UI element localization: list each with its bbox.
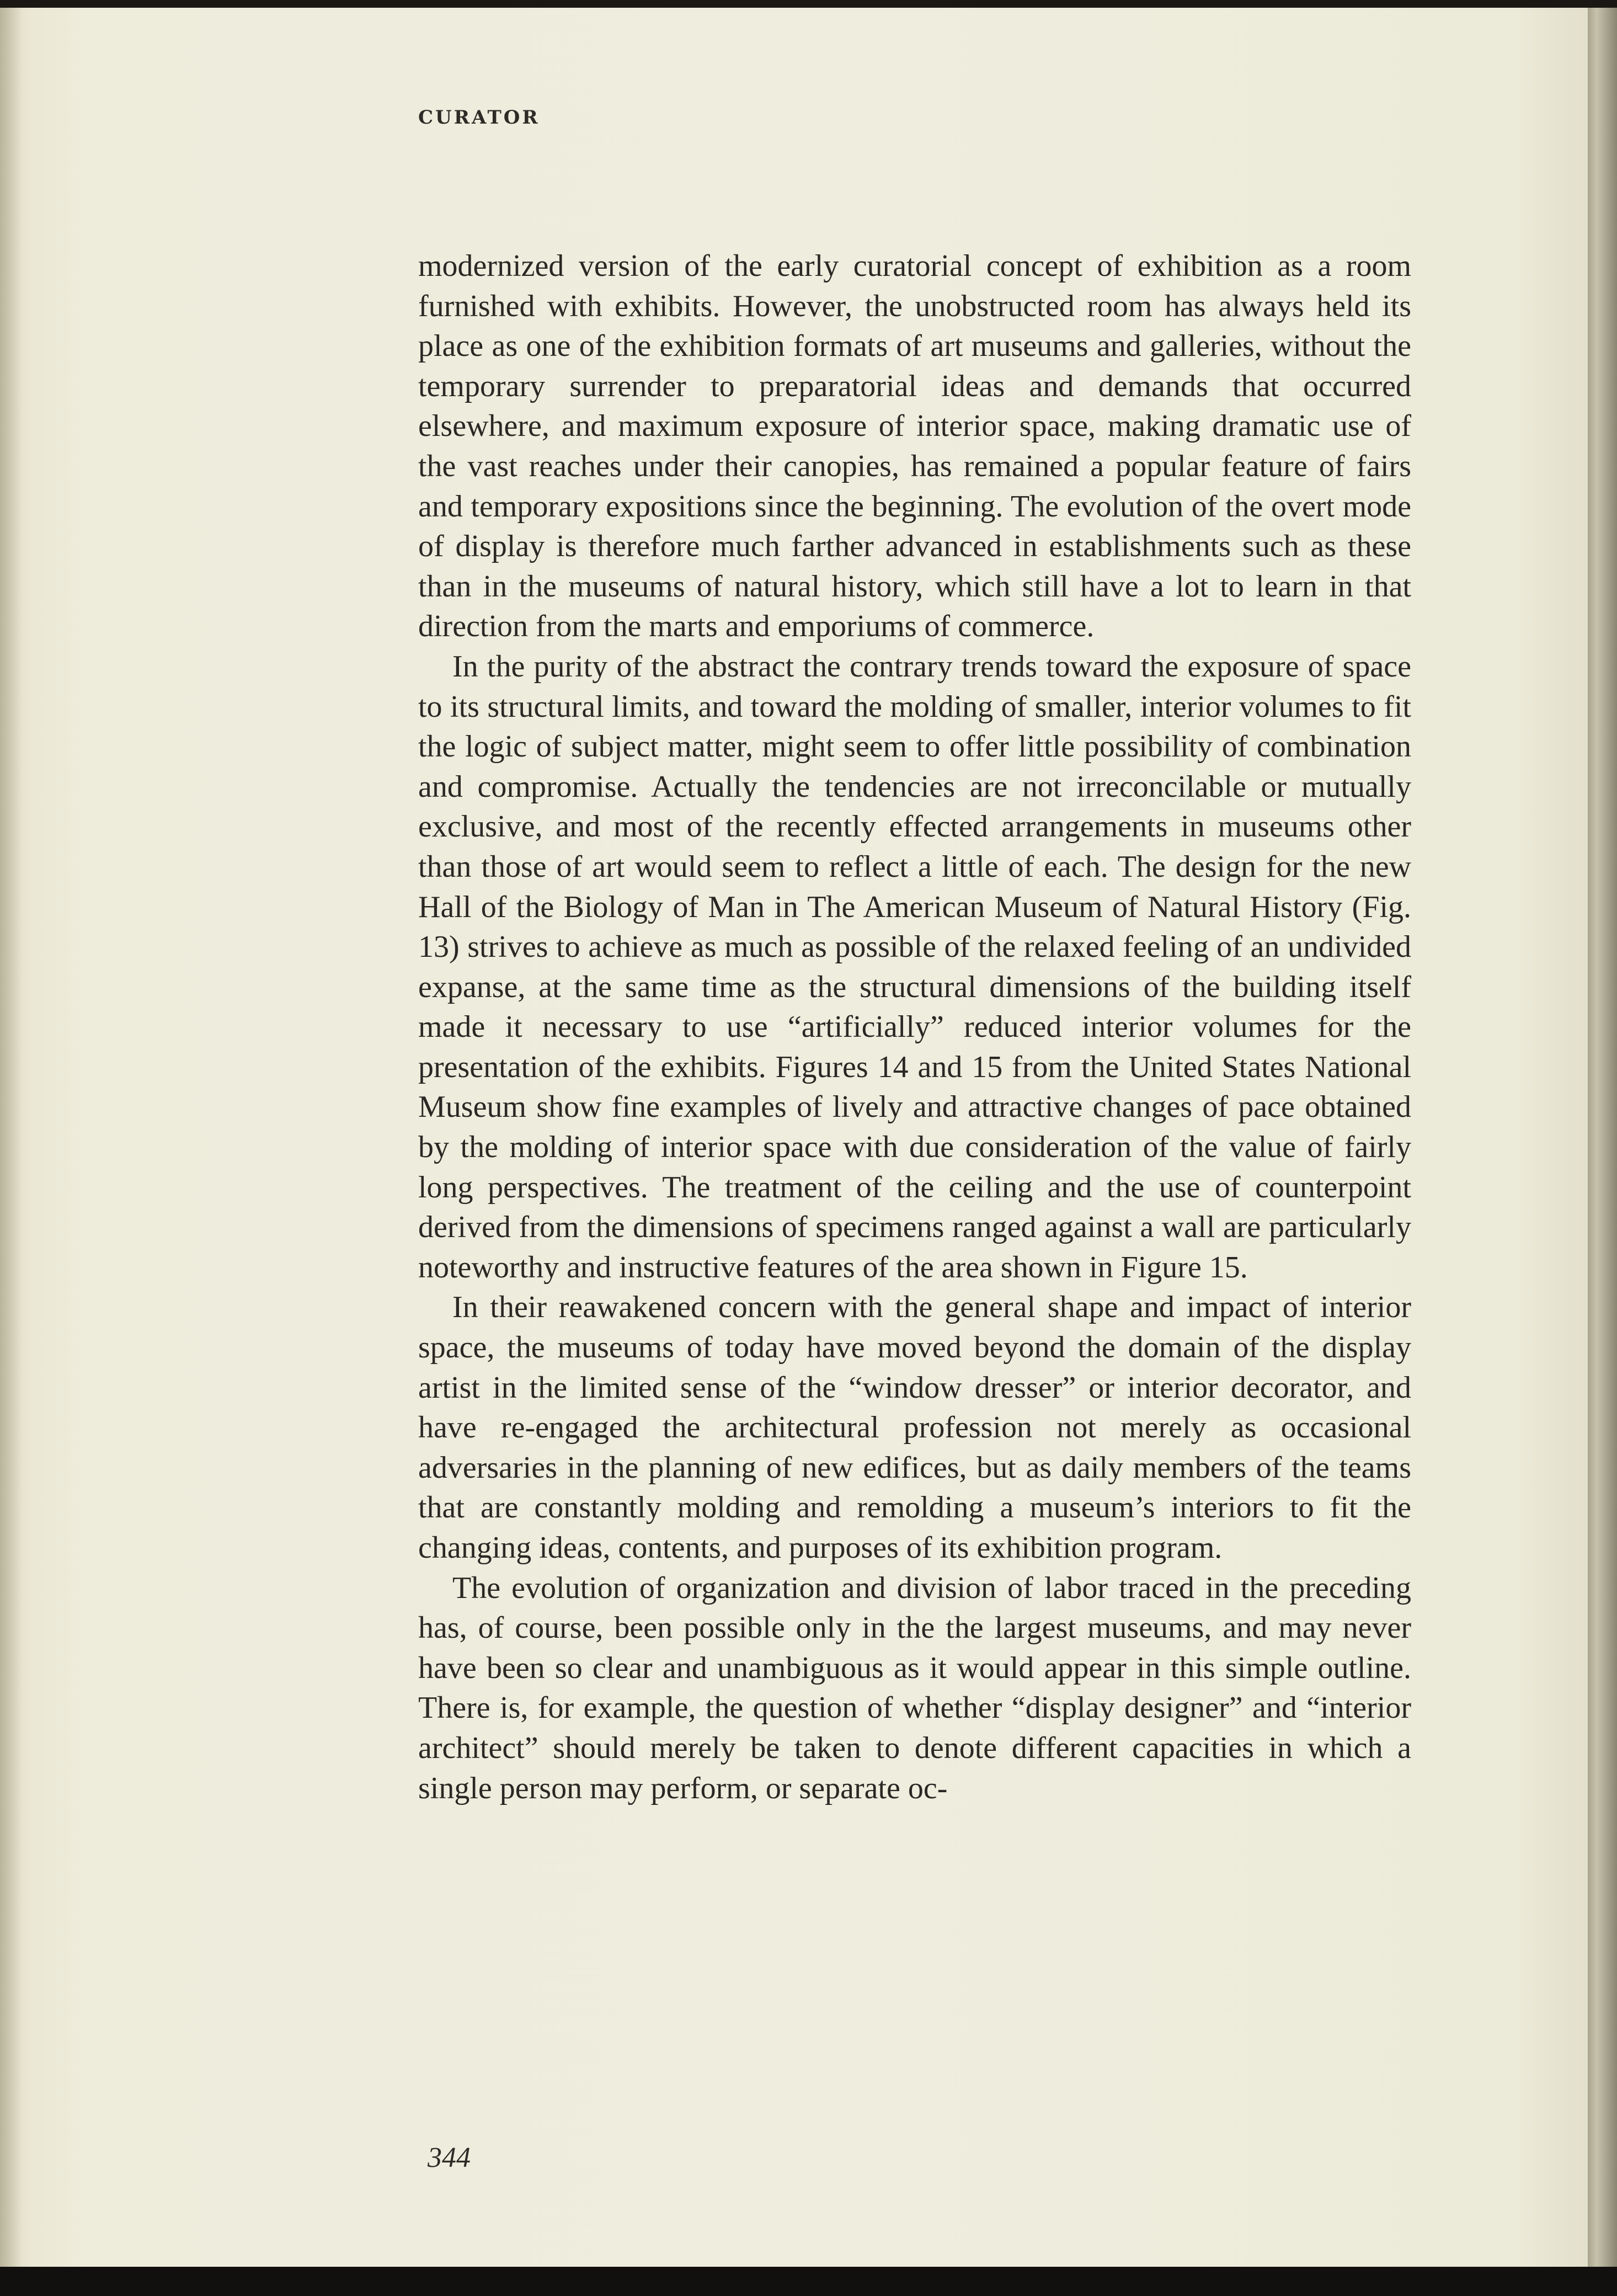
spine-shadow <box>0 8 22 2267</box>
scan-border <box>0 2267 1617 2296</box>
paragraph: In their reawakened concern with the general shape and impact of interior space, the museums of today have moved beyond the domain of the display artist in the limited sense of the “window dresser” or interior decorator, and have re-engaged the architectural profession not merely as occasional adversaries in the planning of new edifices, but as daily members of the teams that are constantly molding and remolding a museum’s interiors to fit the changing ideas, contents, and purposes of its exhibition program. <box>418 1290 1411 1565</box>
page-edge <box>1588 8 1617 2267</box>
running-head: CURATOR <box>418 106 540 129</box>
paragraph: In the purity of the abstract the contrary trends toward the exposure of space to its structural limits, and toward the molding of smaller, interior volumes to fit the logic of subject matter, might seem to offer little possibility of combination and compromise. Actually the tendencies are not irreconcilable or mutually exclusive, and most of the recently effected arrangements in museums other than those of art would seem to reflect a little of each. The design for the new Hall of the Biology of Man in The American Museum of Natural History (Fig. 13) strives to achieve as much as possible of the relaxed feeling of an undivided expanse, at the same time as the structural dimensions of the building itself made it necessary to use “artificially” reduced interior volumes for the presentation of the exhibits. Figures 14 and 15 from the United States National Museum show fine examples of lively and attractive changes of pace obtained by the molding of interior space with due consideration of the value of fairly long perspectives. The treatment of the ceiling and the use of counterpoint derived from the dimensions of specimens ranged against a wall are particularly noteworthy and instructive features of the area shown in Figure 15. <box>418 649 1411 1285</box>
body-text <box>418 246 1411 1808</box>
paragraph: The evolution of organization and division of labor traced in the preceding has, of course, been possible only in the the largest museums, and may never have been so clear and unambiguous as it would appear in this simple outline. There is, for example, the question of whether “display designer” and “interior architect” should merely be taken to denote different capacities in which a single person may perform, or separate oc- <box>418 1570 1411 1805</box>
page-number: 344 <box>428 2142 471 2174</box>
paragraph: modernized version of the early curatorial concept of exhibition as a room furnished with exhibits. However, the unobstructed room has always held its place as one of the exhibition formats of art museums and galleries, without the temporary surrender to preparatorial ideas and demands that occurred elsewhere, and maximum exposure of interior space, making dramatic use of the vast reaches under their canopies, has remained a popular feature of fairs and temporary expositions since the beginning. The evolution of the overt mode of display is therefore much farther advanced in establishments such as these than in the museums of natural history, which still have a lot to learn in that direction from the marts and emporiums of commerce. <box>418 249 1411 644</box>
